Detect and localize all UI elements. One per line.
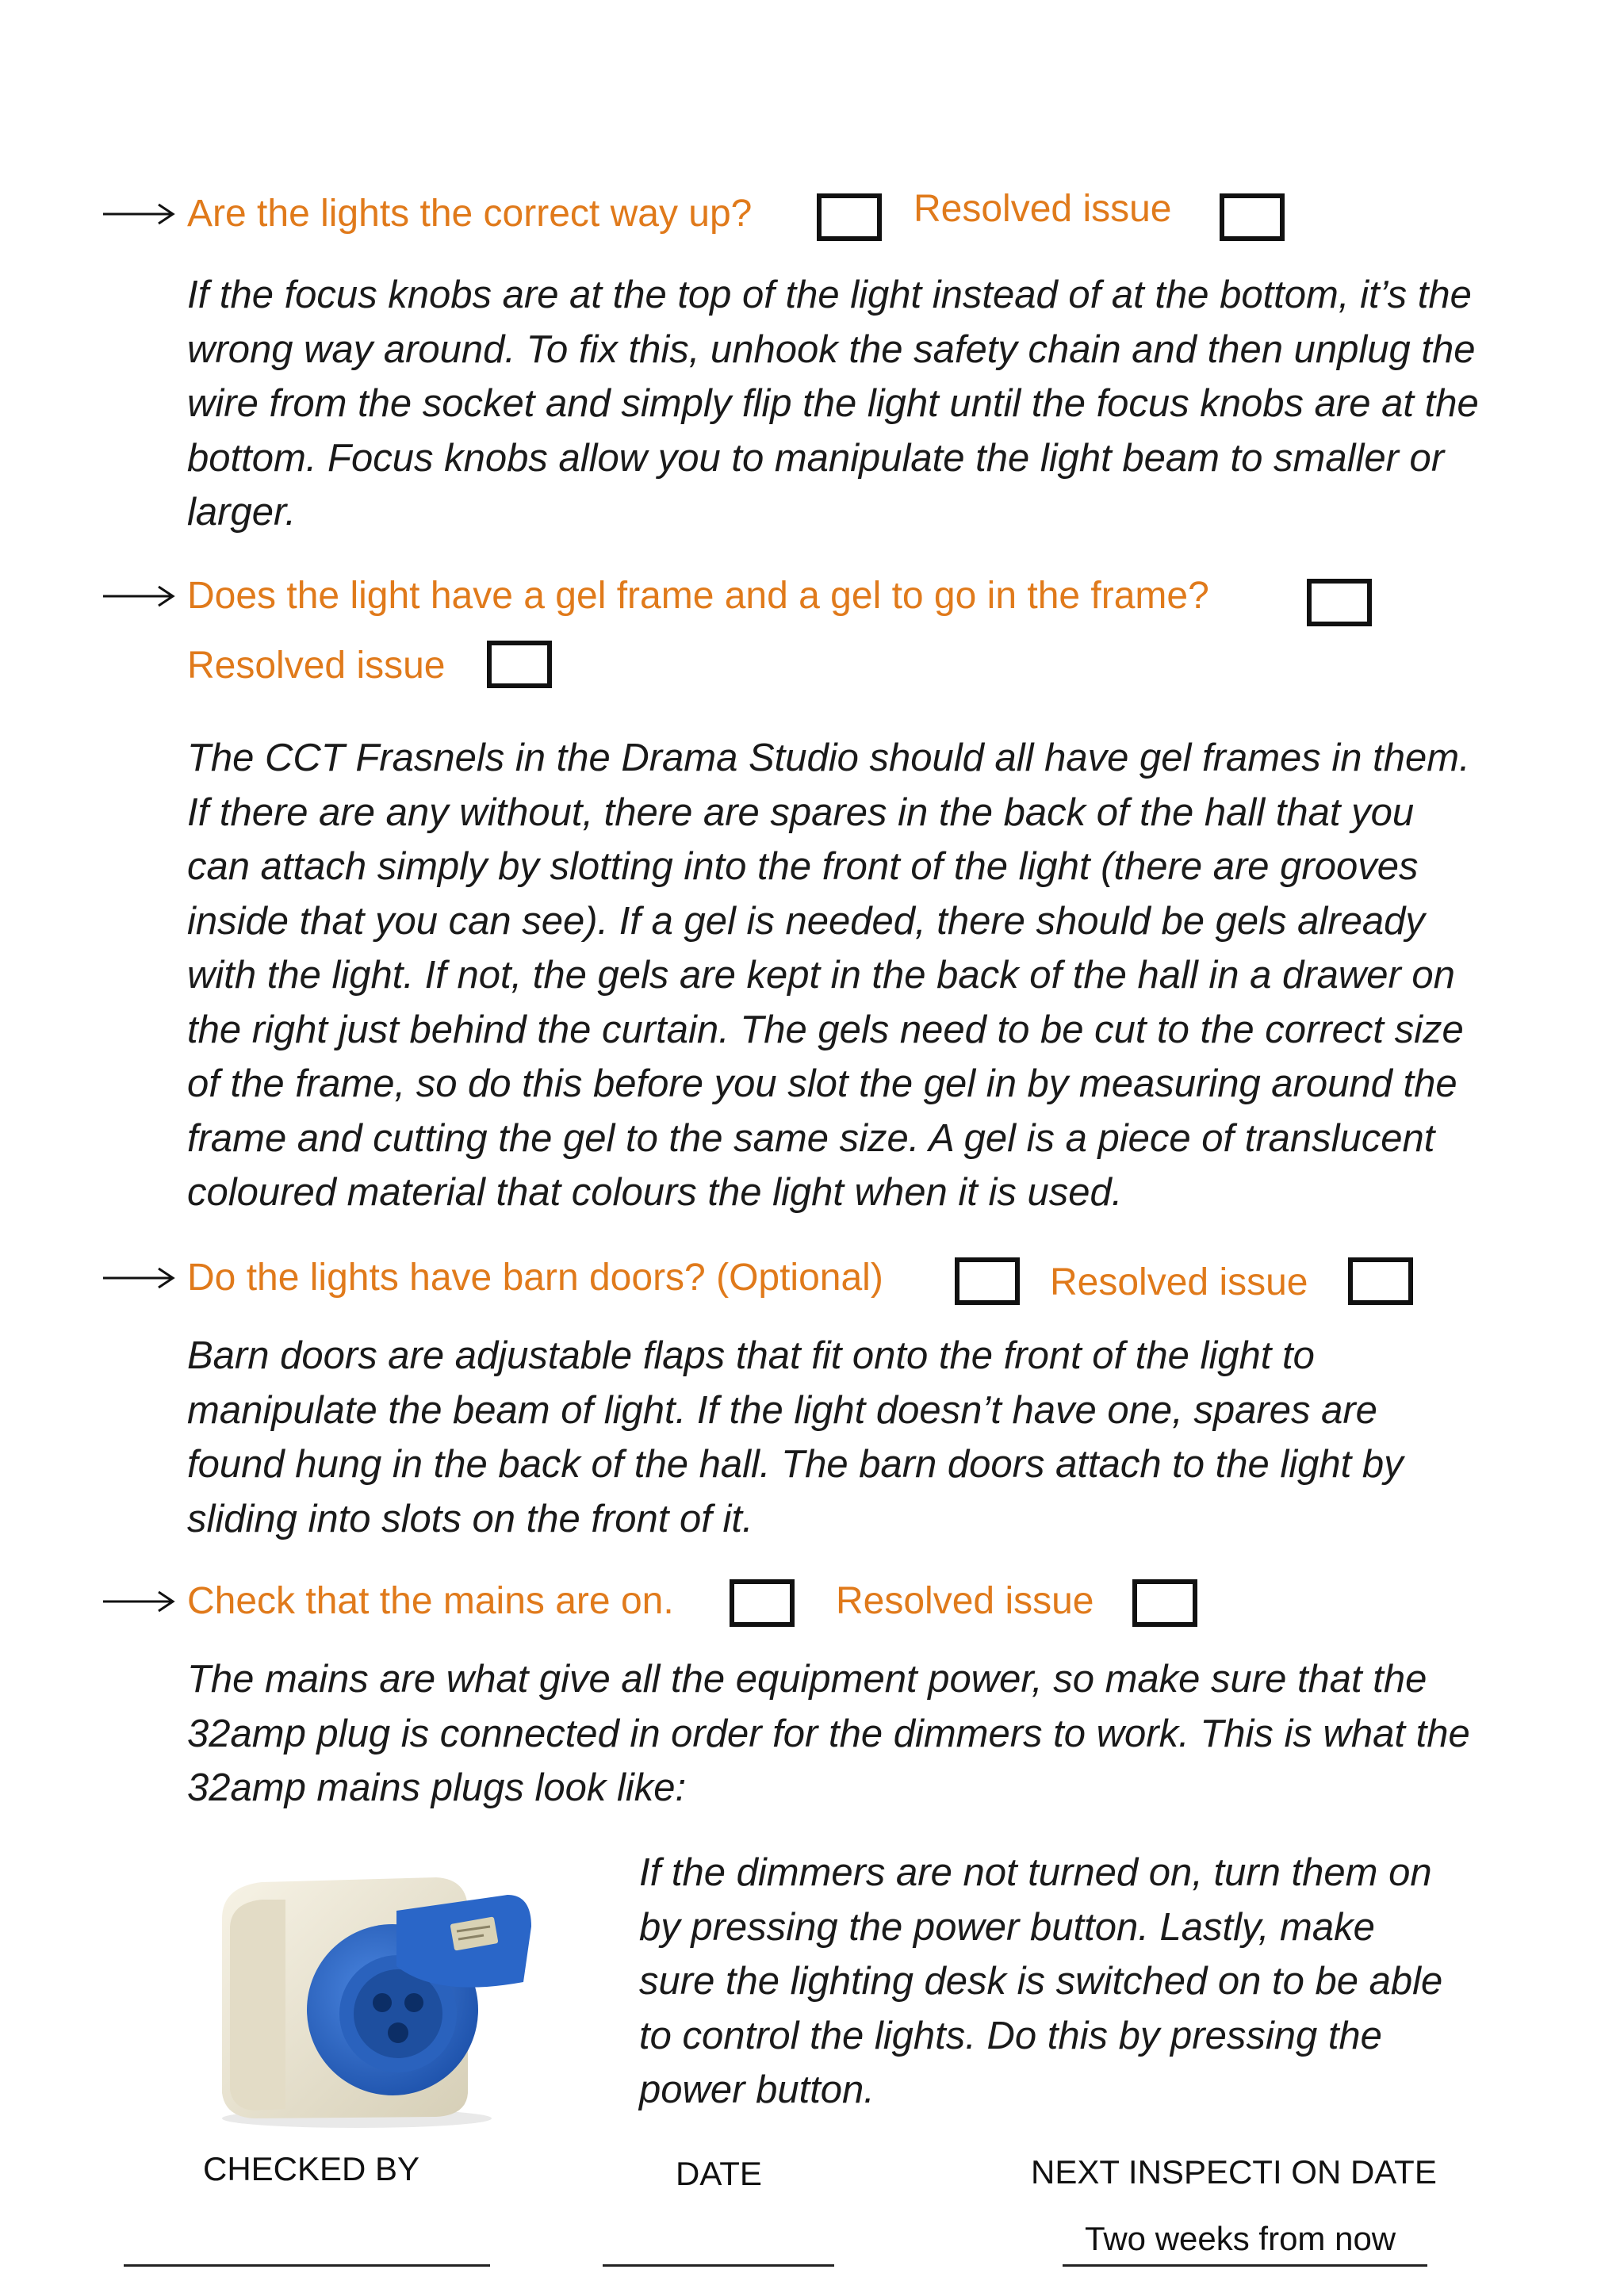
checkbox-resolved-issue-4[interactable] (1132, 1579, 1197, 1627)
checkbox-barn-doors[interactable] (955, 1257, 1020, 1305)
question-lights-correct-way-up: Are the lights the correct way up? (187, 193, 753, 235)
paragraph-gel-frame: The CCT Frasnels in the Drama Studio should all have gel frames in them. If there are any without, there are spares in the back of the hall that you can attach simply by slotting into the front of the light (there are grooves inside that you can see). If a gel is needed, there should be gels already with the light. If not, the gels are kept in the back of the hall in a drawer on the right just behind the curtain. The gels need to be cut to the correct size of the frame, so do this before you slot the gel in by measuring around the frame and cutting the gel to the same size. A gel is a piece of translucent coloured material that colours the light when it is used. (187, 737, 1470, 1214)
paragraph-mains-on: The mains are what give all the equipment power, so make sure that the 32amp plug is connected in order for the dimmers to work. This is what the 32amp mains plugs look like: (187, 1658, 1470, 1809)
checkbox-mains-on[interactable] (730, 1579, 795, 1627)
date-entry-line[interactable] (603, 2264, 834, 2267)
resolved-issue-label-2: Resolved issue (187, 645, 446, 687)
next-inspection-date-label: NEXT INSPECTI ON DATE (1031, 2153, 1437, 2191)
mains-plug-image (198, 1863, 547, 2133)
paragraph-dimmers: If the dimmers are not turned on, turn them on by pressing the power button. Lastly, make sure the lighting desk is switched on to be able to control the lights. Do this by pressing the power button. (639, 1851, 1443, 2111)
checkbox-resolved-issue-3[interactable] (1348, 1257, 1413, 1305)
resolved-issue-label-4: Resolved issue (836, 1580, 1094, 1622)
paragraph-lights-correct-way-up: If the focus knobs are at the top of the light instead of at the bottom, it’s the wrong way around. To fix this, unhook the safety chain and then unplug the wire from the socket and simply flip the light until the focus knobs are at the bottom. Focus knobs allow you to manipulate the light beam to smaller or larger. (187, 274, 1479, 534)
checkbox-resolved-issue-2[interactable] (487, 641, 552, 688)
checked-by-label: CHECKED BY (203, 2150, 420, 2187)
resolved-issue-label-3: Resolved issue (1050, 1261, 1308, 1303)
question-barn-doors: Do the lights have barn doors? (Optional) (187, 1257, 883, 1299)
arrow-icon (102, 1262, 178, 1294)
paragraph-barn-doors: Barn doors are adjustable flaps that fit onto the front of the light to manipulate the beam of light. If the light doesn’t have one, spares are found hung in the back of the hall. The barn doors attach to the light by sliding into slots on the front of it. (187, 1334, 1404, 1540)
question-gel-frame: Does the light have a gel frame and a gel to go in the frame? (187, 575, 1209, 617)
arrow-icon (102, 198, 178, 230)
date-label: DATE (676, 2155, 762, 2192)
checkbox-gel-frame[interactable] (1307, 579, 1372, 626)
checked-by-signature-line[interactable] (124, 2264, 490, 2267)
next-inspection-date-value: Two weeks from now (1085, 2220, 1396, 2257)
arrow-icon (102, 580, 178, 612)
resolved-issue-label-1: Resolved issue (914, 188, 1172, 230)
question-mains-on: Check that the mains are on. (187, 1580, 674, 1622)
next-inspection-date-line[interactable] (1063, 2264, 1427, 2267)
checkbox-resolved-issue-1[interactable] (1220, 193, 1285, 241)
checkbox-lights-correct-way-up[interactable] (817, 193, 882, 241)
arrow-icon (102, 1586, 178, 1617)
